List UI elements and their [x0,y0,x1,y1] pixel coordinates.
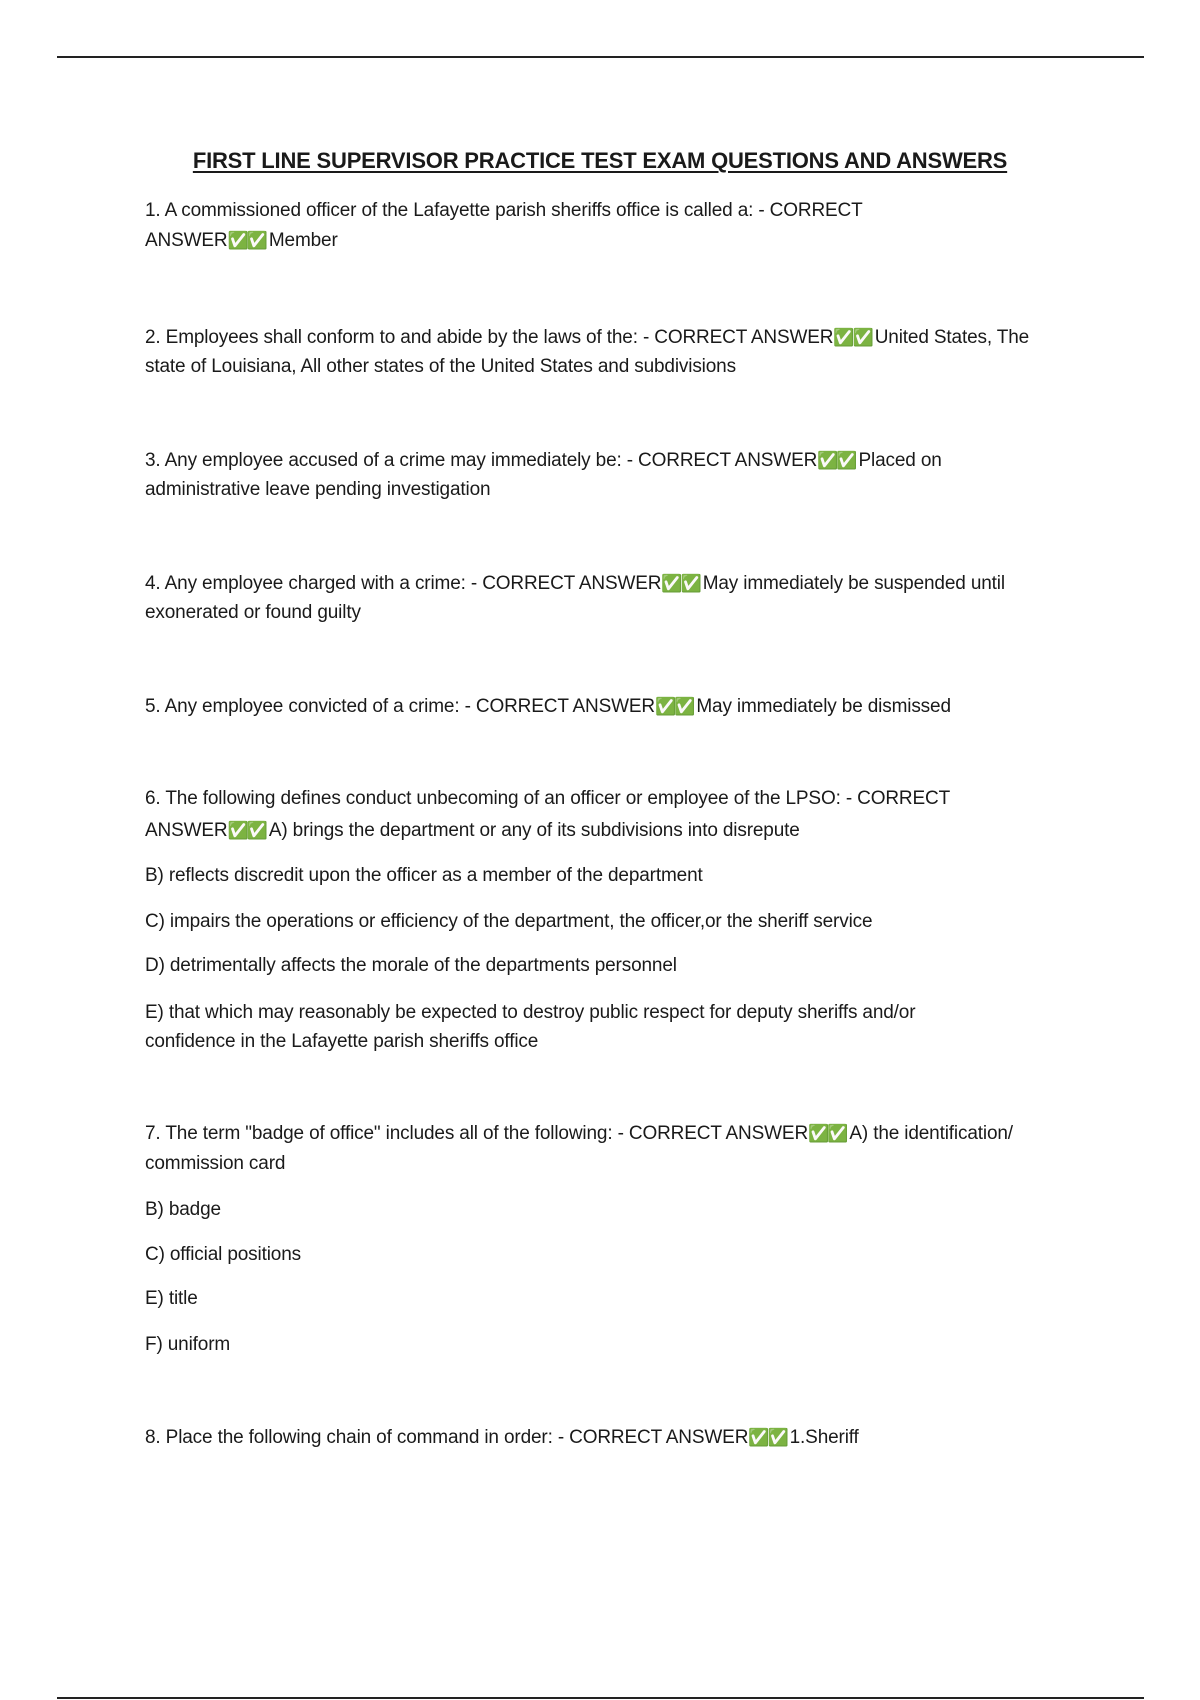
document-title: FIRST LINE SUPERVISOR PRACTICE TEST EXAM QUESTIONS AND ANSWERS [192,148,1008,173]
question-7-line-2: commission card [145,1153,286,1174]
question-text: 2. Employees shall conform to and abide by the laws of the: - CORRECT ANSWER [145,327,834,348]
question-1-line-1: 1. A commissioned officer of the Lafayette parish sheriffs office is called a: - CORRECT [145,200,863,221]
question-text: 8. Place the following chain of command in order: - CORRECT ANSWER [145,1427,749,1448]
check-marks-icon: ✅✅ [227,231,266,251]
check-marks-icon: ✅✅ [833,328,872,348]
answer-text: A) brings the department or any of its subdivisions into disrepute [268,820,800,841]
check-marks-icon: ✅✅ [661,574,700,594]
question-6-option-e-line-1: E) that which may reasonably be expected to destroy public respect for deputy sheriffs and/or [145,1002,916,1023]
question-2-line-1 [145,323,1029,353]
answer-label: ANSWER [145,820,228,841]
question-1-line-2 [145,226,338,256]
answer-text: United States, The [874,327,1030,348]
question-3-line-2: administrative leave pending investigation [145,479,491,500]
answer-text: May immediately be dismissed [696,696,951,717]
answer-text: Placed on [858,450,942,471]
question-6-line-2 [145,816,800,846]
question-6-option-e-line-2: confidence in the Lafayette parish sheriffs office [145,1031,539,1052]
question-3-line-1 [145,446,942,476]
check-marks-icon: ✅✅ [655,697,694,717]
check-marks-icon: ✅✅ [808,1124,847,1144]
question-text: 3. Any employee accused of a crime may immediately be: - CORRECT ANSWER [145,450,818,471]
question-4-line-2: exonerated or found guilty [145,602,361,623]
question-7-option-e: E) title [145,1288,198,1309]
answer-text: A) the identification/ [849,1123,1013,1144]
check-marks-icon: ✅✅ [227,821,266,841]
question-2-line-2: state of Louisiana, All other states of the United States and subdivisions [145,356,736,377]
check-marks-icon: ✅✅ [748,1428,787,1448]
question-8-line-1 [145,1423,859,1453]
question-text: 5. Any employee convicted of a crime: - CORRECT ANSWER [145,696,656,717]
check-marks-icon: ✅✅ [817,451,856,471]
question-6-option-d: D) detrimentally affects the morale of the departments personnel [145,955,677,976]
question-7-line-1 [145,1119,1013,1149]
top-divider [57,56,1144,58]
answer-text: 1.Sheriff [789,1427,859,1448]
question-text: 7. The term "badge of office" includes all of the following: - CORRECT ANSWER [145,1123,809,1144]
bottom-divider [57,1697,1144,1699]
answer-text: Member [268,230,338,251]
question-7-option-b: B) badge [145,1199,221,1220]
question-6-line-1: 6. The following defines conduct unbecoming of an officer or employee of the LPSO: - CORRECT [145,788,951,809]
question-7-option-f: F) uniform [145,1334,231,1355]
question-7-option-c: C) official positions [145,1244,301,1265]
question-5-line-1 [145,692,951,722]
answer-label: ANSWER [145,230,228,251]
question-text: 4. Any employee charged with a crime: - CORRECT ANSWER [145,573,662,594]
question-4-line-1 [145,569,1005,599]
question-6-option-b: B) reflects discredit upon the officer as a member of the department [145,865,703,886]
question-6-option-c: C) impairs the operations or efficiency of the department, the officer,or the sheriff service [145,911,873,932]
answer-text: May immediately be suspended until [702,573,1005,594]
